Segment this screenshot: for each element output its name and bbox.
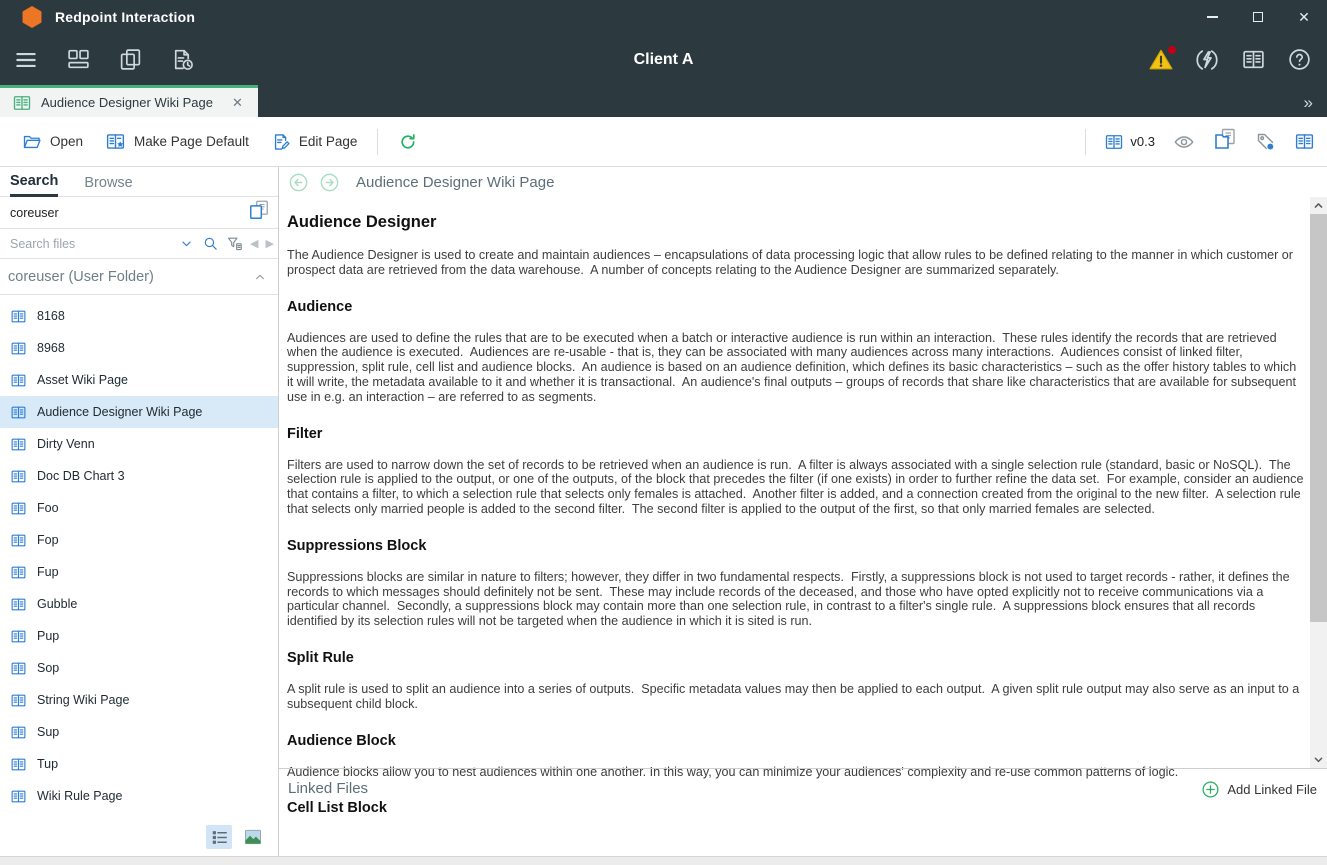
wiki-file-icon (10, 308, 27, 325)
copy-to-folder-button[interactable] (1213, 127, 1237, 156)
file-label: Sup (37, 725, 60, 739)
linked-files-title: Linked Files (288, 780, 369, 797)
wiki-paragraph: The Audience Designer is used to create and maintain audiences – encapsulations of data processing logic that allow rules to be defined relating to the manner in which customer or prospect data are retrieved from the data warehouse. A number of concepts relating to the Audience Designer are summarized separately. (287, 248, 1297, 277)
tab-close-icon[interactable]: ✕ (231, 94, 243, 110)
forward-button[interactable] (319, 172, 340, 193)
file-list (0, 295, 278, 818)
file-label: Dirty Venn (37, 437, 95, 451)
wiki-section-heading: Split Rule (287, 649, 354, 666)
folder-header[interactable] (0, 259, 278, 295)
previous-result-icon[interactable]: ◀ (250, 238, 259, 250)
scrollbar-track[interactable] (1310, 214, 1327, 751)
file-list-item[interactable] (0, 684, 278, 716)
wiki-file-icon (10, 564, 27, 581)
close-icon: ✕ (1298, 8, 1310, 25)
file-list-item[interactable] (0, 716, 278, 748)
wiki-content-pane (279, 167, 1327, 856)
file-label: Asset Wiki Page (37, 373, 129, 387)
wiki-section-heading: Audience (287, 298, 353, 315)
file-list-item[interactable] (0, 332, 278, 364)
wiki-file-icon (10, 436, 27, 453)
edit-page-label: Edit Page (298, 134, 358, 149)
file-label: Sop (37, 661, 60, 675)
scrollbar-thumb[interactable] (1310, 214, 1327, 622)
alerts-button[interactable] (1147, 46, 1175, 74)
file-list-item[interactable] (0, 748, 278, 780)
keyword-input[interactable] (10, 206, 248, 220)
plus-circle-icon (1201, 780, 1220, 799)
edit-page-icon (271, 132, 291, 152)
tags-button[interactable] (1255, 131, 1276, 152)
page-nav-title: Audience Designer Wiki Page (356, 173, 555, 191)
file-list-item[interactable] (0, 428, 278, 460)
wiki-page-title: Audience Designer (287, 213, 437, 231)
wiki-file-icon (10, 340, 27, 357)
edit-page-button[interactable] (271, 132, 358, 152)
wiki-section-heading: Filter (287, 425, 323, 442)
file-list-item[interactable] (0, 492, 278, 524)
redpoint-logo-icon (21, 6, 43, 28)
version-selector[interactable] (1104, 132, 1155, 152)
file-label: Pup (37, 629, 60, 643)
sidebar-tab-search[interactable]: Search (10, 173, 58, 197)
preview-button[interactable] (1173, 131, 1195, 153)
wiki-file-icon (10, 532, 27, 549)
thumbnail-view-button[interactable] (240, 825, 266, 849)
app-bar (0, 34, 1327, 85)
file-label: 8968 (37, 341, 65, 355)
close-button[interactable] (1281, 0, 1327, 34)
view-mode-toggle (0, 818, 278, 856)
tab-label: Audience Designer Wiki Page (41, 95, 213, 110)
next-result-icon[interactable]: ▶ (265, 238, 274, 250)
filter-icon[interactable] (226, 235, 243, 252)
wiki-file-icon (10, 500, 27, 517)
folder-open-icon (22, 132, 42, 152)
file-list-item[interactable] (0, 620, 278, 652)
copy-to-folder-icon (1213, 127, 1237, 151)
search-icon[interactable] (202, 235, 219, 252)
file-label: Foo (37, 501, 59, 515)
wiki-file-icon (10, 596, 27, 613)
sidebar-tab-browse[interactable]: Browse (84, 175, 133, 191)
file-search-input[interactable] (10, 237, 171, 251)
status-bar (0, 856, 1327, 865)
file-list-item[interactable] (0, 588, 278, 620)
detail-list-view-button[interactable] (206, 825, 232, 849)
window-title: Redpoint Interaction (55, 9, 196, 25)
file-label: Wiki Rule Page (37, 789, 123, 803)
file-label: Tup (37, 757, 59, 771)
back-button[interactable] (288, 172, 309, 193)
folder-header-label: coreuser (User Folder) (8, 268, 154, 285)
open-button[interactable] (22, 132, 83, 152)
wiki-pages-button[interactable] (1294, 131, 1315, 152)
file-label: String Wiki Page (37, 693, 130, 707)
wiki-section-heading: Cell List Block (287, 800, 387, 817)
file-list-item[interactable] (0, 652, 278, 684)
tab-audience-designer-wiki-page[interactable] (0, 85, 258, 117)
refresh-button[interactable] (398, 132, 418, 152)
file-label: 8168 (37, 309, 65, 323)
make-page-default-label: Make Page Default (134, 134, 249, 149)
make-page-default-button[interactable] (105, 131, 249, 152)
content-scrollbar[interactable] (1310, 197, 1327, 768)
file-label: Audience Designer Wiki Page (37, 405, 203, 419)
linked-files-panel (279, 768, 1327, 856)
wiki-version-icon (1104, 132, 1124, 152)
maximize-button[interactable] (1235, 0, 1281, 34)
file-label: Fup (37, 565, 59, 579)
chevron-down-icon[interactable] (178, 235, 195, 252)
open-label: Open (50, 134, 84, 149)
wiki-paragraph: A split rule is used to split an audience into a series of outputs. Specific metadata values may then be applied to each output. A given split rule output may also serve as an input to a subsequent child block. (287, 681, 1303, 711)
copy-file-icon[interactable] (248, 199, 270, 226)
wiki-file-icon (10, 628, 27, 645)
wiki-paragraph: Filters are used to narrow down the set of records to be retrieved when an audience is run. A filter is always associated with a single selection rule (standard, basic or NoSQL). The selection rule is applied to the output, or one of the outputs, of the block that precedes the filter (if one exists) in order to further refine the data set. For example, consider an audience that contains a filter, to which a selection rule that selects only females is attached. Another filter is added, and a connection created from the original to the new filter. A selection rule that selects only married people is added to the second filter. The second filter is applied to the output of the first, so that only married females are selected. (287, 457, 1307, 516)
collapse-chevron-icon (252, 269, 268, 285)
wiki-section-heading: Suppressions Block (287, 537, 427, 554)
book-star-icon (105, 131, 126, 152)
file-list-item-selected[interactable] (0, 396, 278, 428)
add-linked-file-button[interactable] (1201, 780, 1317, 799)
file-browser-sidebar (0, 167, 279, 856)
maximize-icon (1253, 12, 1263, 22)
wiki-file-icon (10, 468, 27, 485)
keyword-row (0, 197, 278, 229)
page-toolbar (0, 117, 1327, 167)
alert-badge (1167, 45, 1177, 55)
file-list-item[interactable] (0, 524, 278, 556)
scroll-down-icon[interactable] (1310, 751, 1327, 768)
main-area (0, 167, 1327, 856)
wiki-file-icon (10, 404, 27, 421)
page-nav-bar (279, 167, 1327, 197)
file-list-item[interactable] (0, 556, 278, 588)
wiki-file-icon (10, 692, 27, 709)
file-label: Doc DB Chart 3 (37, 469, 125, 483)
wiki-paragraph: Audiences are used to define the rules that are to be executed when a batch or interactive audience is run within an interaction. These rules identify the records that are retrieved when the audience is executed. Audiences are re-usable - that is, they can be associated with many audiences across many interactions. Audiences consist of linked filter, suppression, split rule, cell list and audience blocks. An audience is based on an audience definition, which defines its basic characteristics – such as the offer history tables to which it will write, the metadata available to it and whether it is transactional. An audience's final outputs – groups of records that share like characteristics that are available for subsequent use in e.g. an interaction – are referred to as segments. (287, 330, 1300, 404)
wiki-file-icon (10, 660, 27, 677)
wiki-paragraph: Suppressions blocks are similar in nature to filters; however, they differ in two fundamental respects. Firstly, a suppressions block is not used to target records - rather, it defines the records to which messages should definitely not be sent. These may include records of the deceased, and those who have opted explicitly not to receive communications via a particular channel. Secondly, a suppressions block may contain more than one selection rule, in contrast to a filter's single rule. A suppressions block ensures that all records identified by its selection rules will not be targeted when the audience in which it is sited is run. (287, 569, 1294, 629)
file-list-item[interactable] (0, 780, 278, 812)
wiki-file-icon (10, 756, 27, 773)
window-controls (1189, 0, 1327, 34)
toolbar-divider (377, 129, 378, 155)
file-list-item[interactable] (0, 460, 278, 492)
wiki-section-heading: Audience Block (287, 732, 396, 749)
minimize-icon (1207, 16, 1218, 18)
client-title: Client A (633, 50, 694, 68)
file-label: Gubble (37, 597, 78, 611)
wiki-file-icon (10, 788, 27, 805)
file-label: Fop (37, 533, 59, 547)
add-linked-file-label: Add Linked File (1227, 782, 1317, 797)
sidebar-tabs (0, 167, 278, 197)
title-bar (0, 0, 1327, 34)
wiki-page-icon (12, 93, 32, 113)
toolbar-divider (1085, 129, 1086, 155)
minimize-button[interactable] (1189, 0, 1235, 34)
tab-bar (0, 85, 1327, 117)
wiki-paragraph: Audience blocks allow you to nest audiences within one another. In this way, you can minimize your audiences' complexity and re-use common patterns of logic. (287, 764, 1179, 779)
file-search-row (0, 229, 278, 259)
file-list-item[interactable] (0, 300, 278, 332)
scroll-up-icon[interactable] (1310, 197, 1327, 214)
file-list-item[interactable] (0, 364, 278, 396)
wiki-file-icon (10, 372, 27, 389)
wiki-file-icon (10, 724, 27, 741)
tab-overflow-chevron[interactable]: » (1303, 93, 1313, 112)
version-label: v0.3 (1130, 134, 1155, 149)
